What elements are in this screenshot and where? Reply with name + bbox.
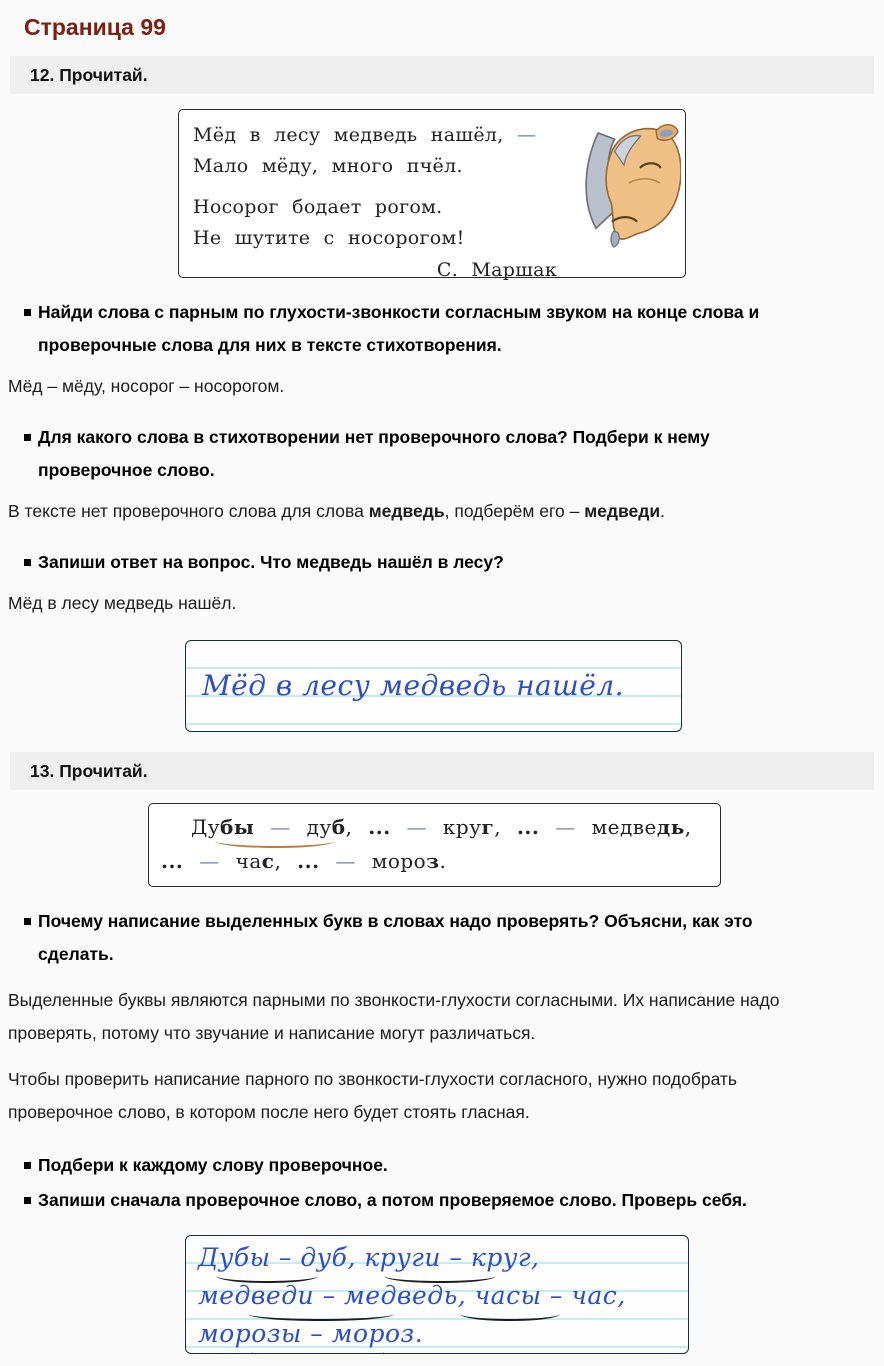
task-text: Почему написание выделенных букв в словах надо проверять? Объясни, как это сделать. — [38, 911, 753, 964]
answer-text: Мёд – мёду, носорог – носорогом. — [8, 376, 285, 396]
handwriting-line: Мёд в лесу медведь нашёл. — [202, 669, 625, 702]
task-text: Подбери к каждому слову проверочное. — [38, 1155, 388, 1175]
handwriting-line: медведи – медведь, часы – час, — [198, 1281, 626, 1310]
square-bullet-icon — [24, 559, 31, 566]
handwriting-line: морозы – мороз. — [198, 1319, 424, 1348]
poem-line: Мёд в лесу медведь нашёл, — — [193, 124, 537, 146]
pair-underline-arc — [384, 1269, 496, 1283]
task-text: Для какого слова в стихотворении нет проверочного слова? Подбери к нему проверочное слово. — [38, 427, 710, 480]
poem-line: Мало мёду, много пчёл. — [193, 155, 463, 177]
pair-underline-arc — [248, 1307, 394, 1321]
pair-underline-arc — [252, 1345, 384, 1354]
square-bullet-icon — [24, 1197, 31, 1204]
task-item — [0, 1149, 824, 1182]
handwriting-box-1 — [185, 640, 682, 732]
task-text: Найди слова с парным по глухости-звонкости согласным звуком на конце слова и проверочные слова для них в тексте стихотворения. — [38, 302, 760, 355]
rhino-icon — [567, 116, 681, 266]
task-text: Запиши ответ на вопрос. Что медведь нашёл в лесу? — [38, 552, 504, 572]
answer-text: Мёд в лесу медведь нашёл. — [8, 593, 237, 613]
handwriting-box-2 — [185, 1235, 689, 1354]
section-12-header — [10, 56, 874, 94]
pair-underline-arc — [460, 1307, 560, 1321]
square-bullet-icon — [24, 434, 31, 441]
poem-line: Носорог бодает рогом. — [193, 196, 443, 218]
explanation-text: Выделенные буквы являются парными по звонкости-глухости согласными. Их написание надо проверять, потому что звучание и написание могут различаться. — [8, 990, 780, 1043]
exercise-line: ... — час, ... — мороз. — [161, 849, 447, 873]
square-bullet-icon — [24, 309, 31, 316]
exercise-line: Дубы — дуб, ... — круг, ... — медведь, — [191, 815, 692, 839]
page — [0, 14, 884, 1354]
square-bullet-icon — [24, 918, 31, 925]
explanation-text: Чтобы проверить написание парного по звонкости-глухости согласного, нужно подобрать проверочное слово, в котором после него будет стоять гласная. — [8, 1069, 738, 1122]
task-text: Запиши сначала проверочное слово, а потом проверяемое слово. Проверь себя. — [38, 1190, 747, 1210]
poem-author: С. Маршак — [436, 259, 557, 281]
task-item — [0, 1184, 824, 1217]
answer-text: В тексте нет проверочного слова для слова медведь, подберём его – медведи. — [8, 501, 666, 521]
task-item — [0, 546, 824, 579]
task-item — [0, 905, 824, 971]
handwriting-line: Дубы – дуб, круги – круг, — [198, 1243, 540, 1272]
section-12-header-label: 12. Прочитай. — [30, 64, 148, 85]
poem-box — [178, 109, 686, 281]
page-title: Страница 99 — [24, 14, 166, 40]
square-bullet-icon — [24, 1162, 31, 1169]
task-item — [0, 421, 824, 487]
section-13-header — [10, 752, 874, 790]
poem-stanza-gap — [193, 182, 559, 192]
connector-arc — [215, 834, 335, 848]
pair-underline-arc — [216, 1269, 318, 1283]
section-13-header-label: 13. Прочитай. — [30, 760, 148, 781]
poem-line: Не шутите с носорогом! — [193, 227, 465, 249]
task-item — [0, 296, 824, 362]
exercise-box-13 — [148, 803, 721, 887]
